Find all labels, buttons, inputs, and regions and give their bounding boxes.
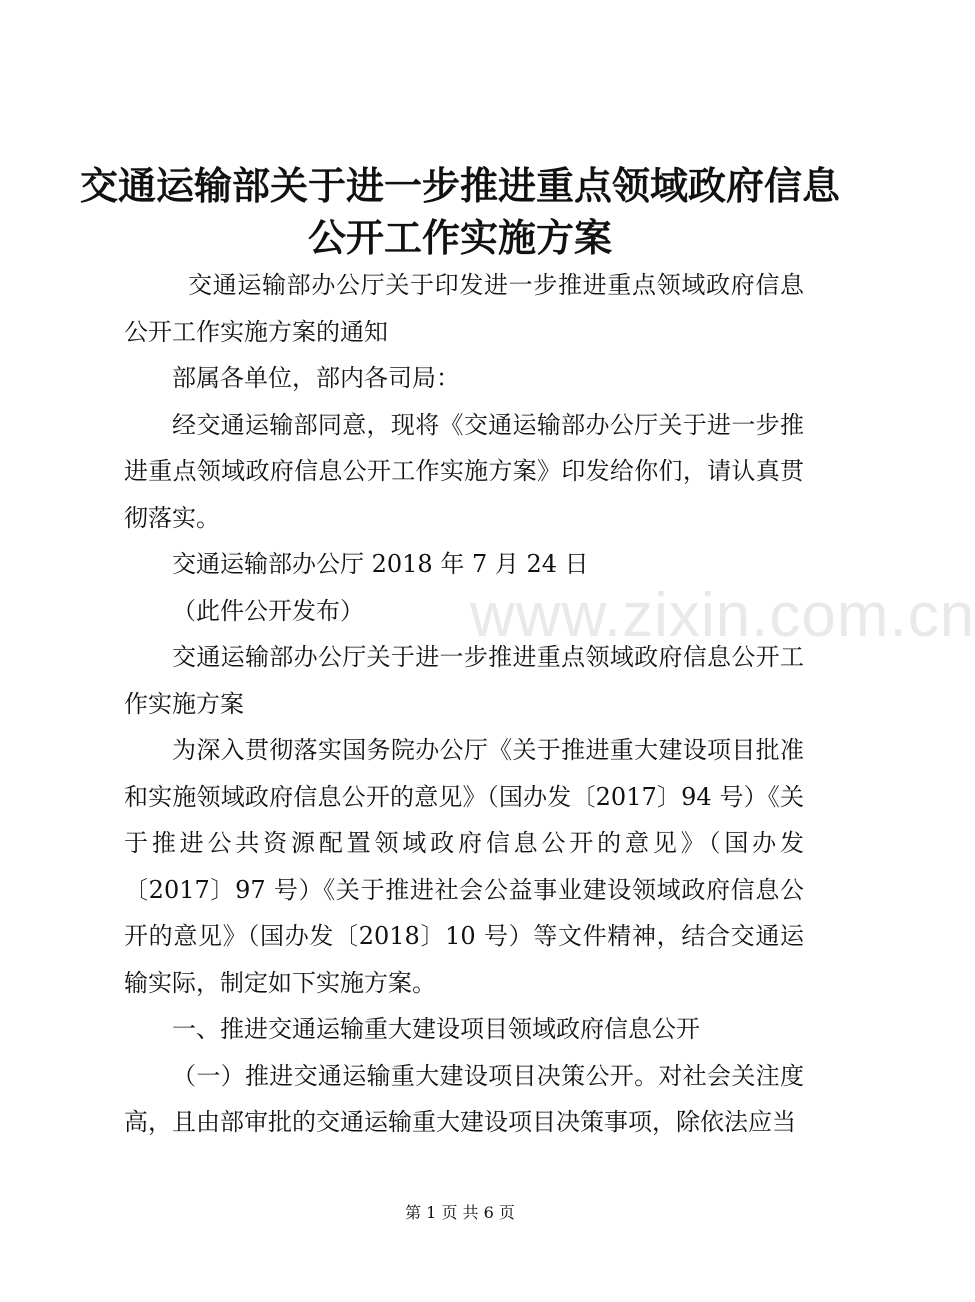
document-title: [0, 160, 920, 264]
document-body: [124, 262, 804, 1146]
subsection-1: （一）推进交通运输重大建设项目决策公开。对社会关注度高，且由部审批的交通运输重大建设项目决策事项，除依法应当: [124, 1061, 804, 1136]
notice-body: 经交通运输部同意，现将《交通运输部办公厅关于进一步推进重点领域政府信息公开工作实施方案》印发给你们，请认真贯彻落实。: [124, 410, 804, 532]
issuer-date: 交通运输部办公厅 2018 年 7 月 24 日: [172, 550, 589, 578]
title-line-2: 公开工作实施方案: [307, 215, 612, 260]
salutation: 部属各单位，部内各司局：: [172, 364, 460, 392]
title-line-1: 交通运输部关于进一步推进重点领域政府信息: [79, 163, 840, 208]
watermark: www.zixin.com.cn: [470, 581, 975, 650]
plan-title: 交通运输部办公厅关于进一步推进重点领域政府信息公开工作实施方案: [124, 643, 804, 718]
page-footer: 第 1 页 共 6 页: [405, 1203, 515, 1222]
plan-intro: 为深入贯彻落实国务院办公厅《关于推进重大建设项目批准和实施领域政府信息公开的意见》（国办发〔2017〕94 号）《关于推进公共资源配置领域政府信息公开的意见》（国办发〔2017〕97 号）《关于推进社会公益事业建设领域政府信息公开的意见》（国办发〔2018〕10 号）等文件精神，结合交通运输实际，制定如下实施方案。: [124, 736, 804, 997]
section-heading-1: 一、推进交通运输重大建设项目领域政府信息公开: [172, 1015, 700, 1043]
publication-note: （此件公开发布）: [172, 596, 364, 625]
notice-heading: 交通运输部办公厅关于印发进一步推进重点领域政府信息公开工作实施方案的通知: [124, 271, 804, 346]
